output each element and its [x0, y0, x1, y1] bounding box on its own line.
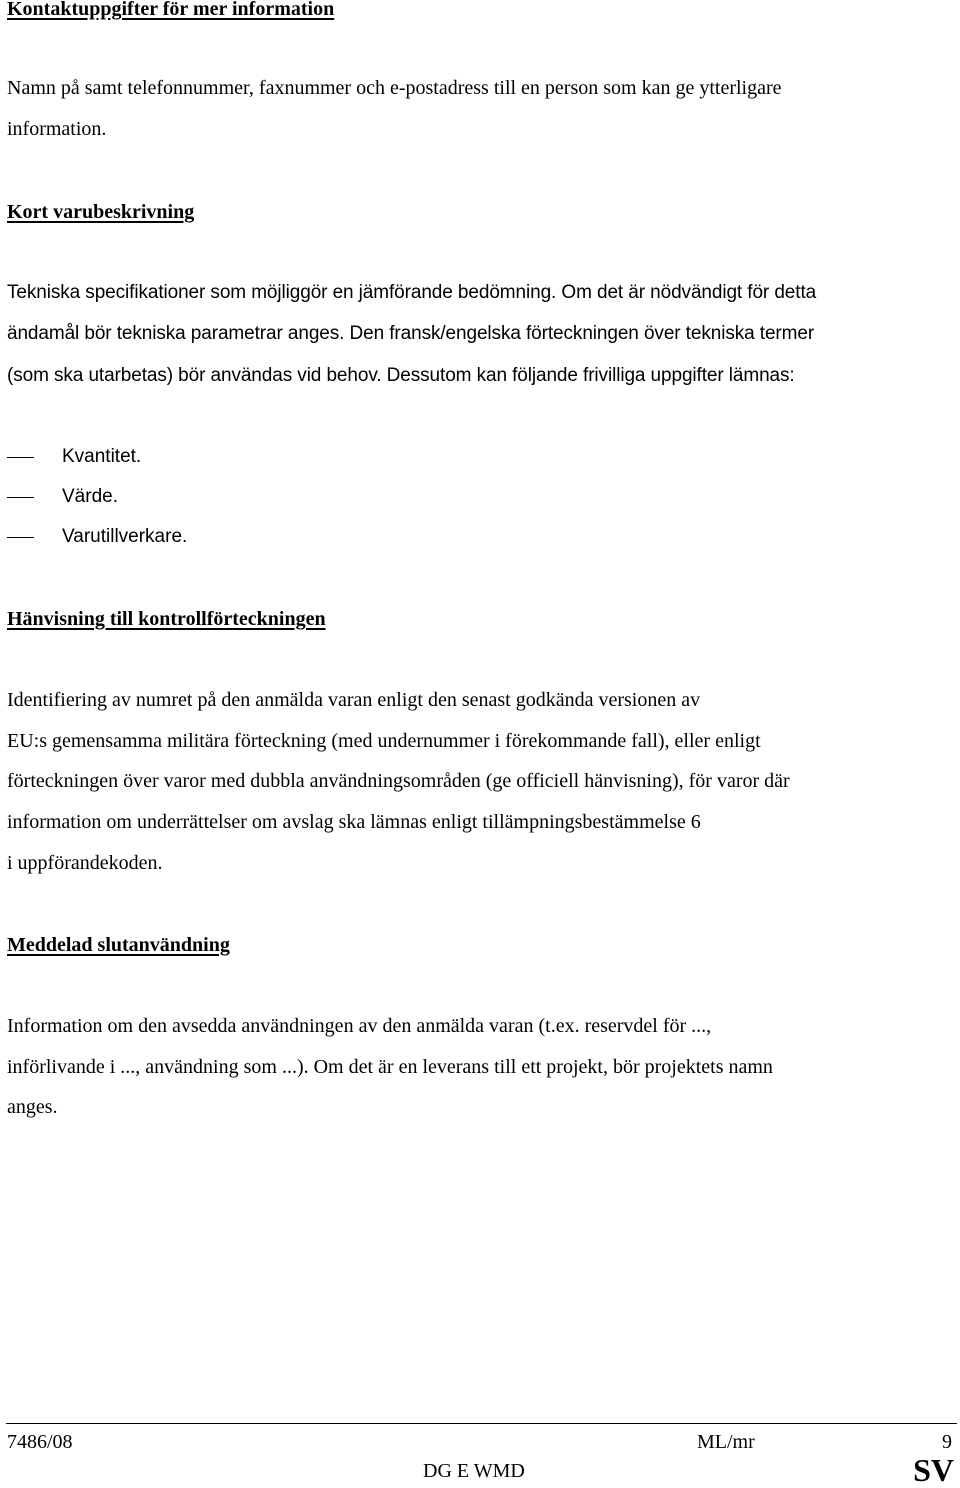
list-item-label: Varutillverkare. — [62, 526, 188, 547]
text-line: information om underrättelser om avslag ska lämnas enligt tillämpningsbestämmelse 6 — [7, 811, 701, 834]
text-line: information. — [7, 117, 107, 140]
heading-declared-end-use: Meddelad slutanvändning — [7, 934, 230, 956]
text-line: anges. — [7, 1096, 58, 1119]
footer-initials: ML/mr — [697, 1431, 755, 1453]
text-line: Tekniska specifikationer som möjliggör en jämförande bedömning. Om det är nödvändigt för detta — [7, 282, 817, 303]
text-line: förteckningen över varor med dubbla användningsområden (ge officiell hänvisning), för varor där — [7, 770, 790, 793]
paragraph-control-list-reference — [7, 680, 957, 884]
text-line: ändamål bör tekniska parametrar anges. Den fransk/engelska förteckningen över tekniska termer — [7, 323, 815, 345]
text-line: i uppförandekoden. — [7, 851, 163, 874]
text-line: EU:s gemensamma militära förteckning (med undernummer i förekommande fall), eller enligt — [7, 729, 761, 752]
footer-page-number: 9 — [942, 1431, 952, 1453]
list-item-label: Värde. — [62, 486, 118, 507]
footer-document-number: 7486/08 — [7, 1431, 73, 1453]
list-item-label: Kvantitet. — [62, 446, 142, 467]
paragraph-contact-info — [7, 68, 957, 149]
paragraph-declared-end-use — [7, 1006, 957, 1128]
text-line: Information om den avsedda användningen av den anmälda varan (t.ex. reservdel för ..., — [7, 1015, 712, 1037]
text-line: Identifiering av numret på den anmälda varan enligt den senast godkända versionen av — [7, 689, 701, 711]
footer-department: DG E WMD — [423, 1460, 525, 1482]
footer-divider — [6, 1423, 957, 1424]
heading-contact-info: Kontaktuppgifter för mer information — [7, 0, 335, 20]
paragraph-short-description — [7, 272, 957, 396]
text-line: (som ska utarbetas) bör användas vid behov. Dessutom kan följande frivilliga uppgifter lämnas: — [7, 364, 795, 386]
heading-control-list-reference: Hänvisning till kontrollförteckningen — [7, 608, 326, 630]
text-line: Namn på samt telefonnummer, faxnummer och e-postadress till en person som kan ge ytterligare — [7, 77, 782, 99]
footer-language-code: SV — [913, 1452, 954, 1488]
text-line: införlivande i ..., användning som ...). Om det är en leverans till ett projekt, bör projektets namn — [7, 1055, 773, 1078]
heading-short-description: Kort varubeskrivning — [7, 201, 195, 223]
